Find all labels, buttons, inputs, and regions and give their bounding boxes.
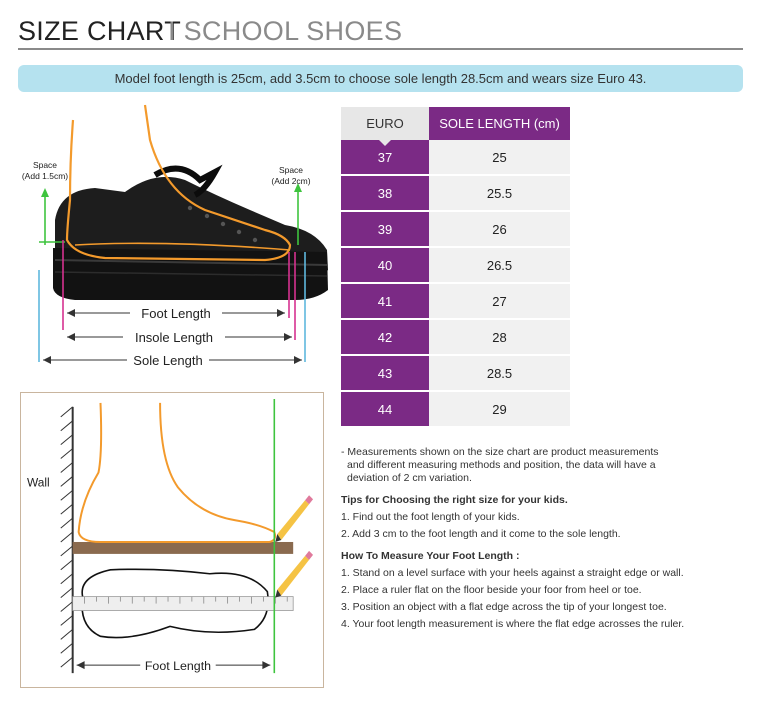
table-row	[341, 140, 570, 175]
page-title: SIZE CHART	[18, 16, 182, 46]
wall-label: Wall	[26, 475, 50, 490]
table-row	[341, 319, 570, 355]
euro-size-cell: 43	[341, 355, 429, 391]
tip-item: 2. Add 3 cm to the foot length and it come to the sole length.	[341, 528, 621, 540]
space-right-label: Space	[278, 165, 304, 175]
foot-side-outline	[79, 403, 275, 542]
foot-measure-diagram	[20, 392, 324, 688]
euro-size-cell: 44	[341, 391, 429, 427]
pencil-icon-2	[275, 551, 313, 598]
shoe-illustration	[53, 169, 328, 300]
space-right-add-label: (Add 2cm)	[271, 176, 311, 186]
model-info-banner: Model foot length is 25cm, add 3.5cm to choose sole length 28.5cm and wears size Euro 43.	[18, 65, 743, 92]
table-row	[341, 391, 570, 427]
tips-heading: Tips for Choosing the right size for your kids.	[341, 494, 568, 506]
sole-length-cell: 25	[429, 140, 570, 175]
ruler	[73, 597, 294, 611]
header-sole-length: SOLE LENGTH (cm)	[429, 107, 570, 140]
table-row	[341, 211, 570, 247]
euro-size-cell: 37	[341, 140, 429, 175]
measure-step: 3. Position an object with a flat edge across the tip of your longest toe.	[341, 601, 667, 613]
table-row	[341, 175, 570, 211]
measure-step: 2. Place a ruler flat on the floor beside your foor from heel or toe.	[341, 584, 642, 596]
sole-length-cell: 27	[429, 283, 570, 319]
shoe-measurement-diagram	[15, 100, 335, 380]
euro-size-cell: 38	[341, 175, 429, 211]
foot-length-label: Foot Length	[141, 306, 211, 321]
title-bar	[18, 12, 743, 50]
sole-length-label: Sole Length	[133, 353, 203, 368]
table-row	[341, 247, 570, 283]
sole-length-cell: 28.5	[429, 355, 570, 391]
sole-length-cell: 25.5	[429, 175, 570, 211]
sole-length-cell: 26.5	[429, 247, 570, 283]
header-euro: EURO	[341, 107, 429, 140]
insole-length-label: Insole Length	[134, 330, 214, 345]
tip-item: 1. Find out the foot length of your kids.	[341, 511, 520, 523]
euro-size-cell: 42	[341, 319, 429, 355]
space-left-label: Space	[32, 160, 58, 170]
space-left-add-label: (Add 1.5cm)	[21, 171, 69, 181]
euro-size-cell: 39	[341, 211, 429, 247]
measure-heading: How To Measure Your Foot Length :	[341, 550, 520, 562]
table-row	[341, 283, 570, 319]
table-row	[341, 355, 570, 391]
euro-size-cell: 40	[341, 247, 429, 283]
euro-size-cell: 41	[341, 283, 429, 319]
page-subtitle: I SCHOOL SHOES	[168, 16, 403, 46]
measurement-note: - Measurements shown on the size chart are product measurements	[341, 446, 659, 458]
sole-length-cell: 26	[429, 211, 570, 247]
sole-length-cell: 29	[429, 391, 570, 427]
sole-length-cell: 28	[429, 319, 570, 355]
size-table	[341, 107, 570, 428]
measure-step: 4. Your foot length measurement is where the flat edge acrosses the ruler.	[341, 618, 685, 630]
pencil-icon	[275, 495, 313, 542]
notes-section	[341, 446, 741, 631]
measure-step: 1. Stand on a level surface with your heels against a straight edge or wall.	[341, 567, 684, 579]
measurement-note-line-3: deviation of 2 cm variation.	[347, 472, 472, 484]
foot-length-measure-label: Foot Length	[144, 659, 212, 674]
measurement-note-line-2: and different measuring methods and position, the data will have a	[347, 459, 656, 471]
floor-plank	[73, 542, 294, 554]
